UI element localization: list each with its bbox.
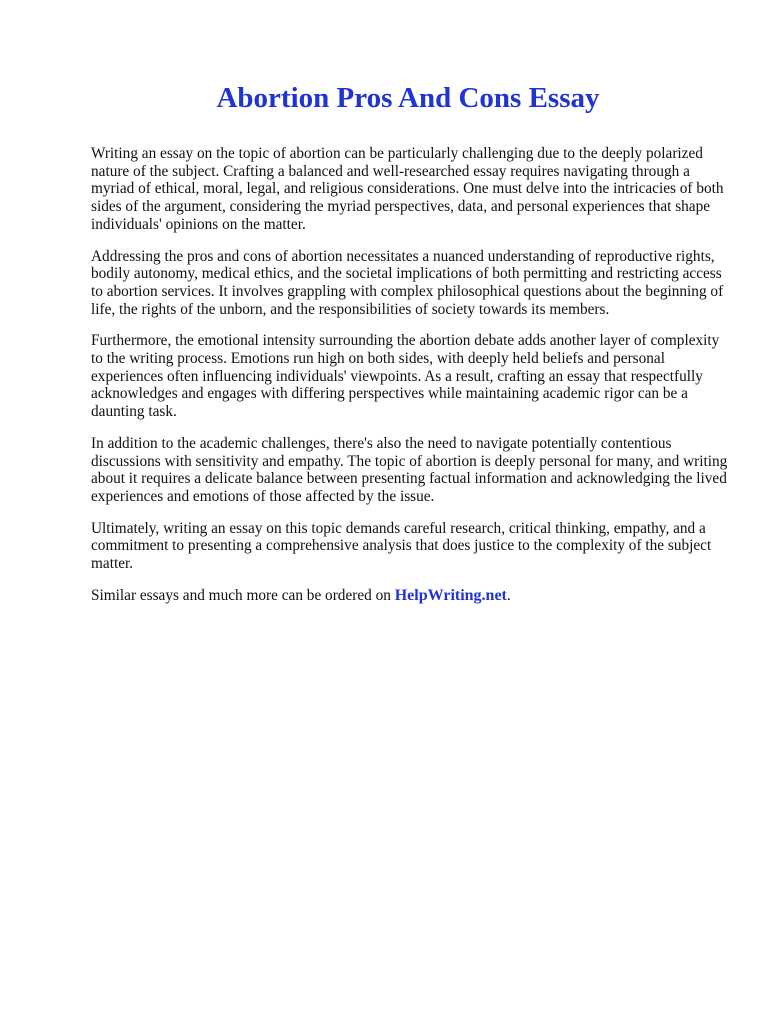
- closing-suffix: .: [506, 586, 511, 604]
- paragraph-2: Addressing the pros and cons of abortion necessitates a nuanced understanding of reproductive rights, bodily autonomy, medical ethics, and the societal implications of both permitting and restricting access to abortion services. It involves grappling with complex philosophical questions about the beginning of life, the rights of the unborn, and the responsibilities of society towards its members.: [91, 247, 724, 318]
- essay-body: [91, 145, 731, 618]
- helpwriting-link[interactable]: HelpWriting.net: [394, 586, 507, 604]
- paragraph-1: Writing an essay on the topic of abortion can be particularly challenging due to the deeply polarized nature of the subject. Crafting a balanced and well-researched essay requires navigating through a myriad of ethical, moral, legal, and religious considerations. One must delve into the intricacies of both sides of the argument, considering the myriad perspectives, data, and personal experiences that shape individuals' opinions on the matter.: [91, 145, 724, 233]
- paragraph-3: Furthermore, the emotional intensity surrounding the abortion debate adds another layer of complexity to the writing process. Emotions run high on both sides, with deeply held beliefs and personal experiences often influencing individuals' viewpoints. As a result, crafting an essay that respectfully acknowledges and engages with differing perspectives while maintaining academic rigor can be a daunting task.: [91, 332, 720, 421]
- paragraph-4: In addition to the academic challenges, there's also the need to navigate potentially contentious discussions with sensitivity and empathy. The topic of abortion is deeply personal for many, and writing about it requires a delicate balance between presenting factual information and acknowledging the lived experiences and emotions of those affected by the issue.: [91, 434, 728, 505]
- paragraph-5: Ultimately, writing an essay on this topic demands careful research, critical thinking, empathy, and a commitment to presenting a comprehensive analysis that does justice to the complexity of the subject matter.: [91, 519, 712, 573]
- closing-text: Similar essays and much more can be ordered on: [91, 586, 395, 604]
- closing-line: [91, 587, 731, 605]
- page-title: Abortion Pros And Cons Essay: [216, 82, 600, 114]
